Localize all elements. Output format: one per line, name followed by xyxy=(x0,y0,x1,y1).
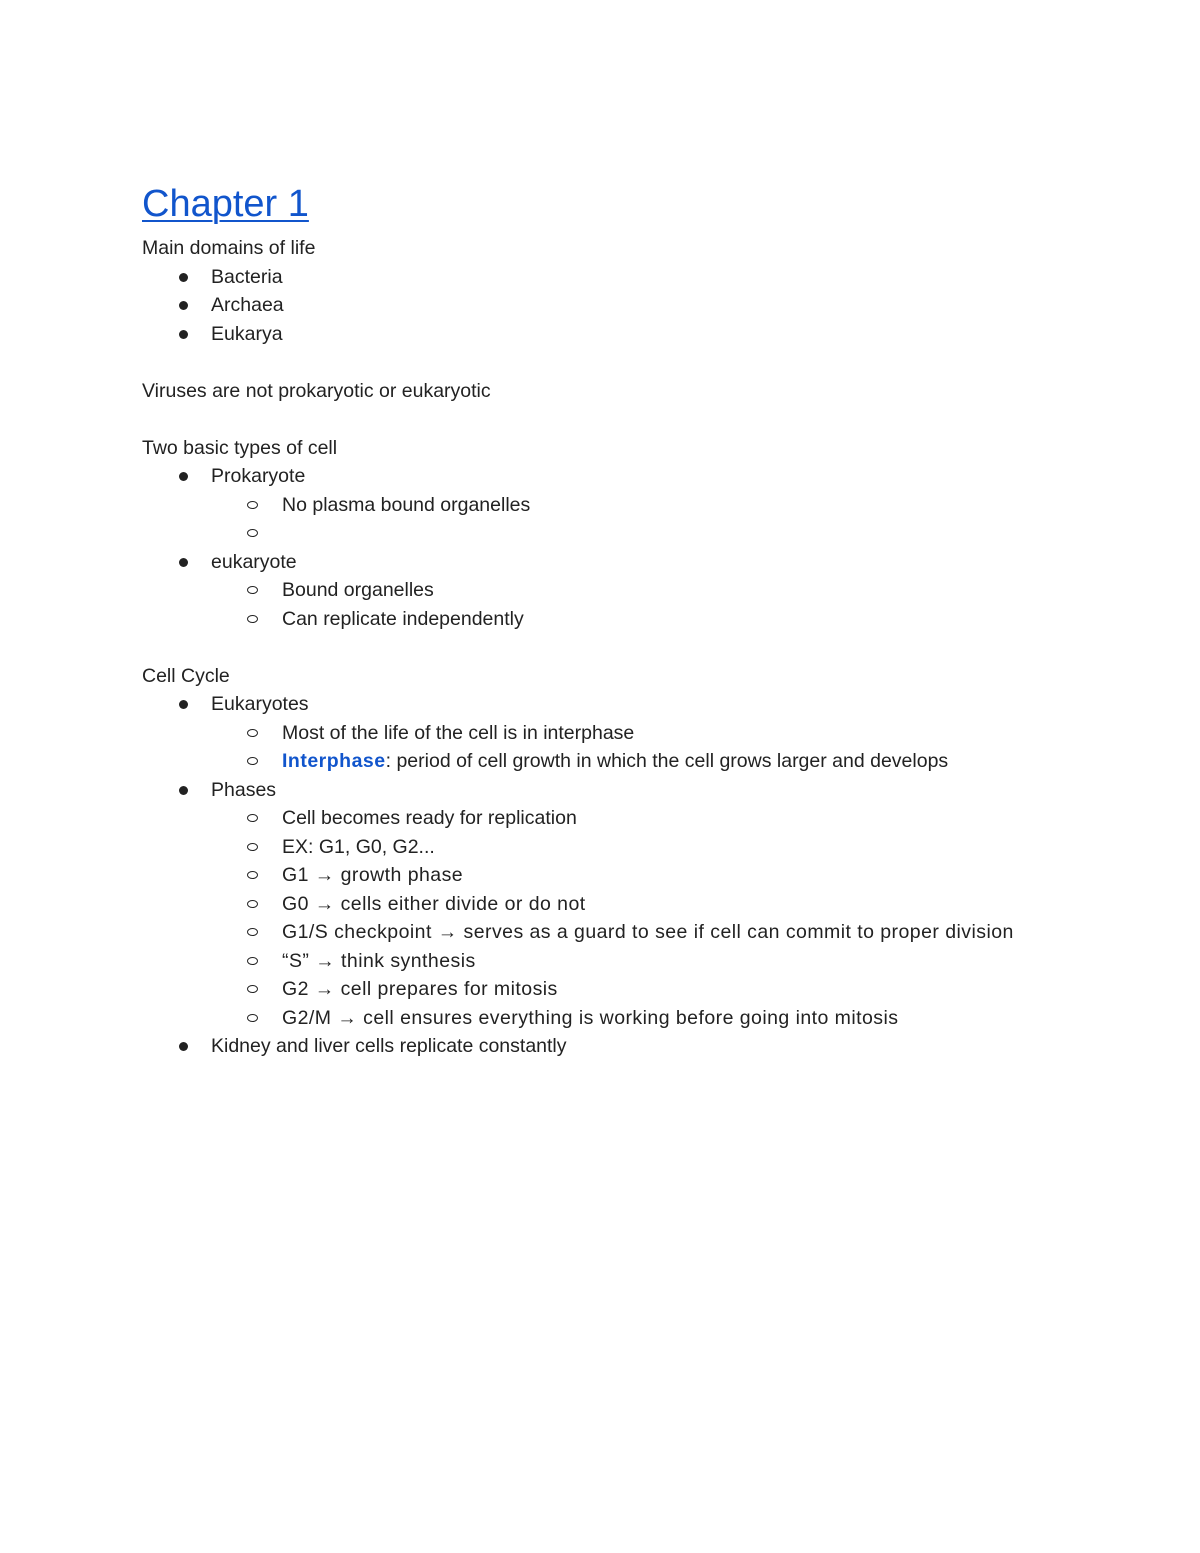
list-item-kidney: Kidney and liver cells replicate constantly xyxy=(142,1032,1062,1061)
cell-types-list xyxy=(142,462,1062,633)
bullet-icon xyxy=(179,330,188,339)
circle-bullet-icon xyxy=(247,529,258,537)
sublist-item: Bound organelles xyxy=(211,576,1062,605)
cell-cycle-list xyxy=(142,690,1062,1061)
circle-bullet-icon xyxy=(247,871,258,879)
chapter-title[interactable]: Chapter 1 xyxy=(142,183,309,225)
sublist-item-empty xyxy=(211,519,1062,548)
cell-cycle-heading: Cell Cycle xyxy=(142,664,230,687)
list-item-prokaryote: Prokaryote No plasma bound organelles xyxy=(142,462,1062,548)
list-item-phases: Phases Cell becomes ready for replication EX: G1, G0, G2... G1 → growth phase G0 → cells either divide or do not G1/S checkpoint → serves as a guard to see if cell can commit to proper division “S” → think synthesis G2 → cell prepares for mitosis G2/M → cell ensures everything is working before going into mitosis xyxy=(142,776,1062,1033)
viruses-note: Viruses are not prokaryotic or eukaryotic xyxy=(142,379,491,402)
sublist-item: Most of the life of the cell is in interphase xyxy=(211,719,1062,748)
list-item-eukaryotes: Eukaryotes Most of the life of the cell is in interphase Interphase: period of cell growth in which the cell grows larger and develops xyxy=(142,690,1062,776)
bullet-icon xyxy=(179,786,188,795)
circle-bullet-icon xyxy=(247,586,258,594)
circle-bullet-icon xyxy=(247,957,258,965)
prokaryote-sublist xyxy=(211,491,1062,548)
sublist-item-interphase: Interphase: period of cell growth in which the cell grows larger and develops xyxy=(211,747,1062,776)
sublist-item: G2 → cell prepares for mitosis xyxy=(211,975,1062,1004)
circle-bullet-icon xyxy=(247,1014,258,1022)
document-body xyxy=(142,182,1062,1061)
list-item: Eukarya xyxy=(142,320,1062,349)
circle-bullet-icon xyxy=(247,928,258,936)
eukaryotes-sublist xyxy=(211,719,1062,776)
domains-list xyxy=(142,263,1062,349)
circle-bullet-icon xyxy=(247,501,258,509)
circle-bullet-icon xyxy=(247,985,258,993)
circle-bullet-icon xyxy=(247,757,258,765)
spacer xyxy=(142,633,1062,662)
sublist-item: Can replicate independently xyxy=(211,605,1062,634)
sublist-item: G0 → cells either divide or do not xyxy=(211,890,1062,919)
bullet-icon xyxy=(179,301,188,310)
sublist-item: G2/M → cell ensures everything is working before going into mitosis xyxy=(211,1004,1062,1033)
spacer xyxy=(142,348,1062,377)
bullet-icon xyxy=(179,273,188,282)
circle-bullet-icon xyxy=(247,900,258,908)
eukaryote-sublist xyxy=(211,576,1062,633)
sublist-item: Cell becomes ready for replication xyxy=(211,804,1062,833)
bullet-icon xyxy=(179,558,188,567)
sublist-item: G1 → growth phase xyxy=(211,861,1062,890)
circle-bullet-icon xyxy=(247,814,258,822)
interphase-term: Interphase xyxy=(282,750,386,772)
cell-types-heading: Two basic types of cell xyxy=(142,436,338,459)
list-item: Archaea xyxy=(142,291,1062,320)
domains-heading: Main domains of life xyxy=(142,237,316,259)
bullet-icon xyxy=(179,472,188,481)
circle-bullet-icon xyxy=(247,615,258,623)
spacer xyxy=(142,405,1062,434)
bullet-icon xyxy=(179,700,188,709)
sublist-item: “S” → think synthesis xyxy=(211,947,1062,976)
circle-bullet-icon xyxy=(247,729,258,737)
list-item: Bacteria xyxy=(142,263,1062,292)
circle-bullet-icon xyxy=(247,843,258,851)
list-item-eukaryote: eukaryote Bound organelles Can replicate independently xyxy=(142,548,1062,634)
sublist-item: No plasma bound organelles xyxy=(211,491,1062,520)
sublist-item: G1/S checkpoint → serves as a guard to see if cell can commit to proper division xyxy=(211,918,1062,947)
phases-sublist xyxy=(211,804,1062,1032)
bullet-icon xyxy=(179,1042,188,1051)
sublist-item: EX: G1, G0, G2... xyxy=(211,833,1062,862)
